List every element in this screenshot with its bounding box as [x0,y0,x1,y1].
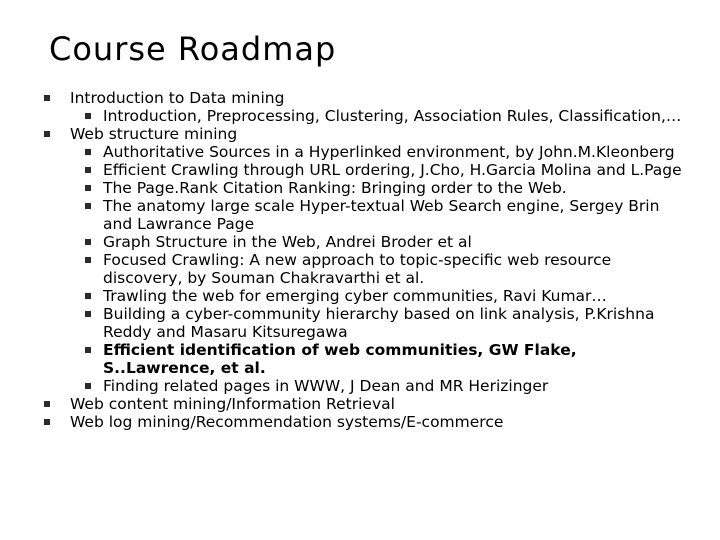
slide-title: Course Roadmap [49,30,337,68]
sub-list-item [0,287,720,305]
list-item-text: Trawling the web for emerging cyber communities, Ravi Kumar… [103,287,607,305]
list-item-text: Efficient Crawling through URL ordering, J.Cho, H.Garcia Molina and L.Page [103,161,682,179]
sub-list-item [0,107,720,125]
square-bullet-icon [85,167,91,173]
sub-list-item [0,197,720,233]
square-bullet-icon [85,347,91,353]
square-bullet-icon [85,257,91,263]
list-item [0,413,720,431]
list-item-text: Web log mining/Recommendation systems/E-commerce [70,413,504,431]
sub-list-item [0,143,720,161]
list-item-text: Introduction to Data mining [70,89,285,107]
list-item [0,89,720,107]
list-item-text: Focused Crawling: A new approach to topic-specific web resource discovery, by Souman Chakravarthi et al. [103,251,612,287]
list-item-text: Finding related pages in WWW, J Dean and MR Herizinger [103,377,549,395]
list-item-text: The anatomy large scale Hyper-textual Web Search engine, Sergey Brin and Lawrance Page [103,197,660,233]
list-item-text: Introduction, Preprocessing, Clustering, Association Rules, Classification,… [103,107,682,125]
list-item-text: The Page.Rank Citation Ranking: Bringing order to the Web. [103,179,567,197]
list-item-text: Graph Structure in the Web, Andrei Broder et al [103,233,472,251]
square-bullet-icon [44,131,50,137]
list-item-text: Building a cyber-community hierarchy based on link analysis, P.Krishna Reddy and Masaru Kitsuregawa [103,305,655,341]
list-item-text: Web structure mining [70,125,238,143]
square-bullet-icon [85,203,91,209]
square-bullet-icon [85,185,91,191]
square-bullet-icon [85,149,91,155]
list-item-text: Authoritative Sources in a Hyperlinked environment, by John.M.Kleonberg [103,143,675,161]
sub-list-item [0,377,720,395]
list-item-text: Efficient identification of web communities, GW Flake, S..Lawrence, et al. [103,341,577,377]
square-bullet-icon [85,383,91,389]
sub-list-item [0,305,720,341]
list-item-text: Web content mining/Information Retrieval [70,395,395,413]
square-bullet-icon [85,113,91,119]
sub-list-item [0,179,720,197]
square-bullet-icon [85,311,91,317]
square-bullet-icon [44,95,50,101]
list-item [0,395,720,413]
sub-list-item [0,341,720,377]
sub-list-item [0,251,720,287]
sub-list-item [0,161,720,179]
square-bullet-icon [44,419,50,425]
square-bullet-icon [85,293,91,299]
square-bullet-icon [85,239,91,245]
list-item [0,125,720,143]
sub-list-item [0,233,720,251]
roadmap-list [0,89,720,431]
square-bullet-icon [44,401,50,407]
